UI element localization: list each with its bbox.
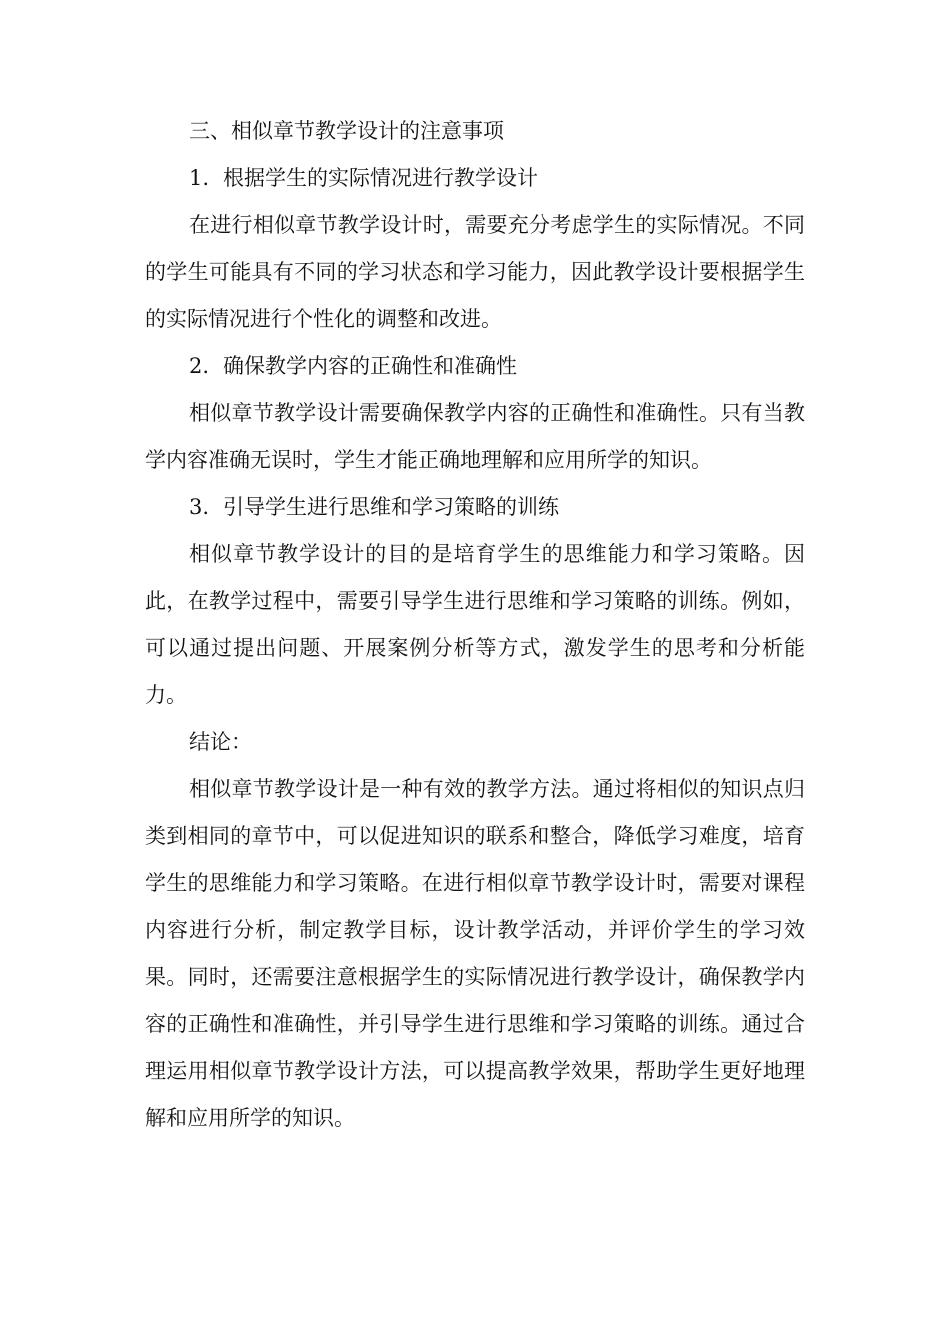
item-1-number: 1. [189,166,210,190]
document-body [145,108,805,1142]
item-1-heading-text: 根据学生的实际情况进行教学设计 [223,166,539,190]
item-1-heading [145,155,805,202]
section-title: 三、相似章节教学设计的注意事项 [189,119,504,143]
item-3-heading-text: 引导学生进行思维和学习策略的训练 [223,495,560,519]
item-3-paragraph: 相似章节教学设计的目的是培育学生的思维能力和学习策略。因此，在教学过程中，需要引导学生进行思维和学习策略的训练。例如，可以通过提出问题、开展案例分析等方式，激发学生的思考和分析能力。 [145,542,805,707]
conclusion-label: 结论： [189,730,252,754]
item-1-paragraph: 在进行相似章节教学设计时，需要充分考虑学生的实际情况。不同的学生可能具有不同的学习状态和学习能力，因此教学设计要根据学生的实际情况进行个性化的调整和改进。 [145,213,805,331]
item-2-heading-text: 确保教学内容的正确性和准确性 [223,354,518,378]
conclusion-paragraph: 相似章节教学设计是一种有效的教学方法。通过将相似的知识点归类到相同的章节中，可以促进知识的联系和整合，降低学习难度，培育学生的思维能力和学习策略。在进行相似章节教学设计时，需要对课程内容进行分析，制定教学目标，设计教学活动，并评价学生的学习效果。同时，还需要注意根据学生的实际情况进行教学设计，确保教学内容的正确性和准确性，并引导学生进行思维和学习策略的训练。通过合理运用相似章节教学设计方法，可以提高教学效果，帮助学生更好地理解和应用所学的知识。 [145,777,805,1130]
item-2-heading [145,343,805,390]
item-2-number: 2. [189,354,210,378]
item-3-heading [145,484,805,531]
item-2-paragraph: 相似章节教学设计需要确保教学内容的正确性和准确性。只有当教学内容准确无误时，学生才能正确地理解和应用所学的知识。 [145,401,805,472]
item-3-number: 3. [189,495,210,519]
